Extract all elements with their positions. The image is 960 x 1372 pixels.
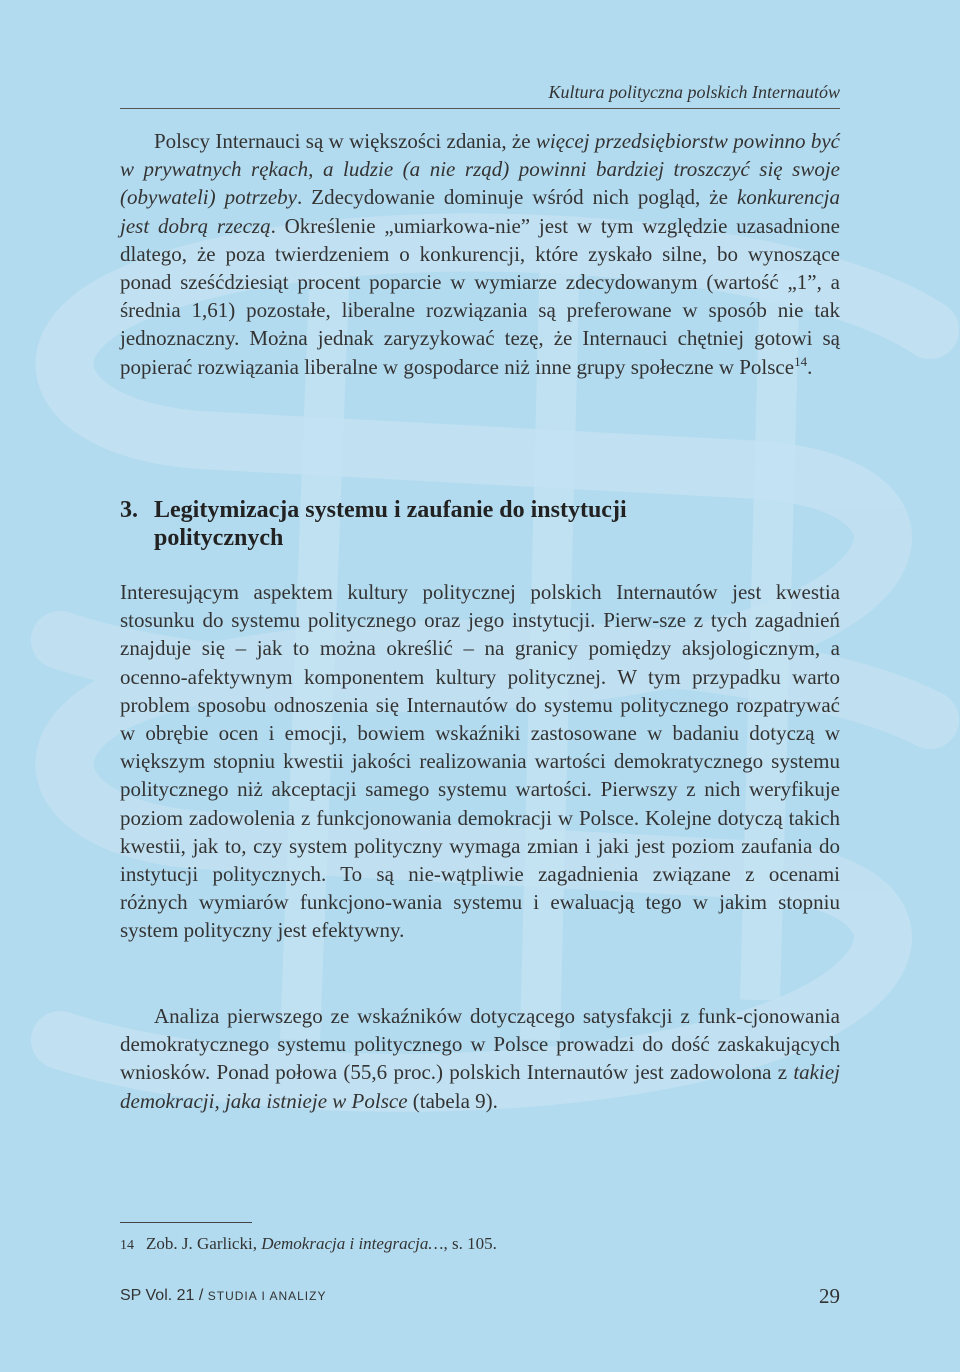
footnote-title: Demokracja i integracja… (261, 1234, 444, 1253)
p1-text-2: . Zdecydowanie dominuje wśród nich pogląd, że (297, 185, 737, 210)
p1-text-4: . (807, 354, 813, 379)
paragraph-3 (120, 1002, 840, 1115)
footnote-text-2: , s. 105. (443, 1234, 497, 1253)
footnote-14 (120, 1234, 497, 1254)
journal-footer (120, 1287, 326, 1305)
journal-name: SP Vol. 21 / (120, 1287, 208, 1304)
page-number: 29 (819, 1284, 840, 1308)
p1-text-1: Polscy Internauci są w większości zdania, że (154, 129, 536, 153)
section-title-line-1: Legitymizacja systemu i zaufanie do instytucji (154, 497, 627, 523)
p3-text-1: Analiza pierwszego ze wskaźników dotyczącego satysfakcji z funk-cjonowania demokratycznego systemu politycznego w Polsce prowadzi do dość zaskakujących wniosków. Ponad połowa (55,6 proc.) polskich Internautów jest zadowolona z (120, 1004, 840, 1085)
paragraph-2: Interesującym aspektem kultury politycznej polskich Internautów jest kwestia stosunku do systemu politycznego oraz jego instytucji. Pierw-sze z tych zagadnień znajduje się – jak to można określić – na granicy pomiędzy aksjologicznym, a ocenno-afektywnym komponentem kultury politycznej. W tym przypadku warto problem sposobu odnoszenia się Internautów do systemu politycznego rozpatrywać w obrębie ocen i emocji, bowiem wskaźniki zastosowane w badaniu dotyczą w większym stopniu kwestii jakości realizowania wartości demokratycznego systemu politycznego niż akceptacji samego systemu wartości. Pierwszy z nich weryfikuje poziom zadowolenia z funkcjonowania demokracji w Polsce. Kolejne dotyczą takich kwestii, jak to, czy system polityczny wymaga zmian i jaki jest poziom zaufania do instytucji politycznych. To są nie-wątpliwie zagadnienia związane z ocenami różnych wymiarów funkcjono-wania systemu i ewaluacją tego w jakim stopniu system polityczny jest efektywny. (120, 580, 840, 943)
journal-section: STUDIA I ANALIZY (207, 1289, 327, 1303)
p1-emphasis-2: konkurencja jest dobrą rzeczą (120, 185, 840, 238)
section-heading (120, 496, 840, 552)
footnote-number: 14 (120, 1238, 134, 1253)
p3-emphasis: takiej demokracji, jaka istnieje w Polsce (120, 1060, 840, 1113)
paragraph-1 (120, 127, 840, 381)
p1-text-3: . Określenie „umiarkowa-nie” jest w tym względzie uzasadnione dlatego, że poza twierdzeniem o konkurencji, które zyskało silne, bo wynoszące ponad sześćdziesiąt procent poparcie w wymiarze zdecydowanym (wartość „1”, a średnia 1,61) pozostałe, liberalne rozwiązania są preferowane w sposób nie tak jednoznaczny. Można jednak zaryzykować tezę, że Internauci chętniej gotowi są popierać rozwiązania liberalne w gospodarce niż inne grupy społeczne w Polsce (120, 213, 840, 379)
p1-emphasis-1: więcej przedsiębiorstw powinno być w prywatnych rękach, a ludzie (a nie rząd) powinni bardziej troszczyć się swoje (obywateli) potrzeby (120, 129, 840, 210)
footnote-text-1: Zob. J. Garlicki, (146, 1234, 262, 1253)
header-rule (120, 108, 840, 109)
running-head: Kultura polityczna polskich Internautów (548, 82, 840, 102)
footnote-ref-14[interactable]: 14 (794, 353, 808, 369)
p3-text-2: (tabela 9). (407, 1088, 498, 1113)
section-number: 3. (120, 497, 138, 523)
footnote-rule (120, 1222, 252, 1223)
section-title-line-2: politycznych (154, 525, 284, 551)
